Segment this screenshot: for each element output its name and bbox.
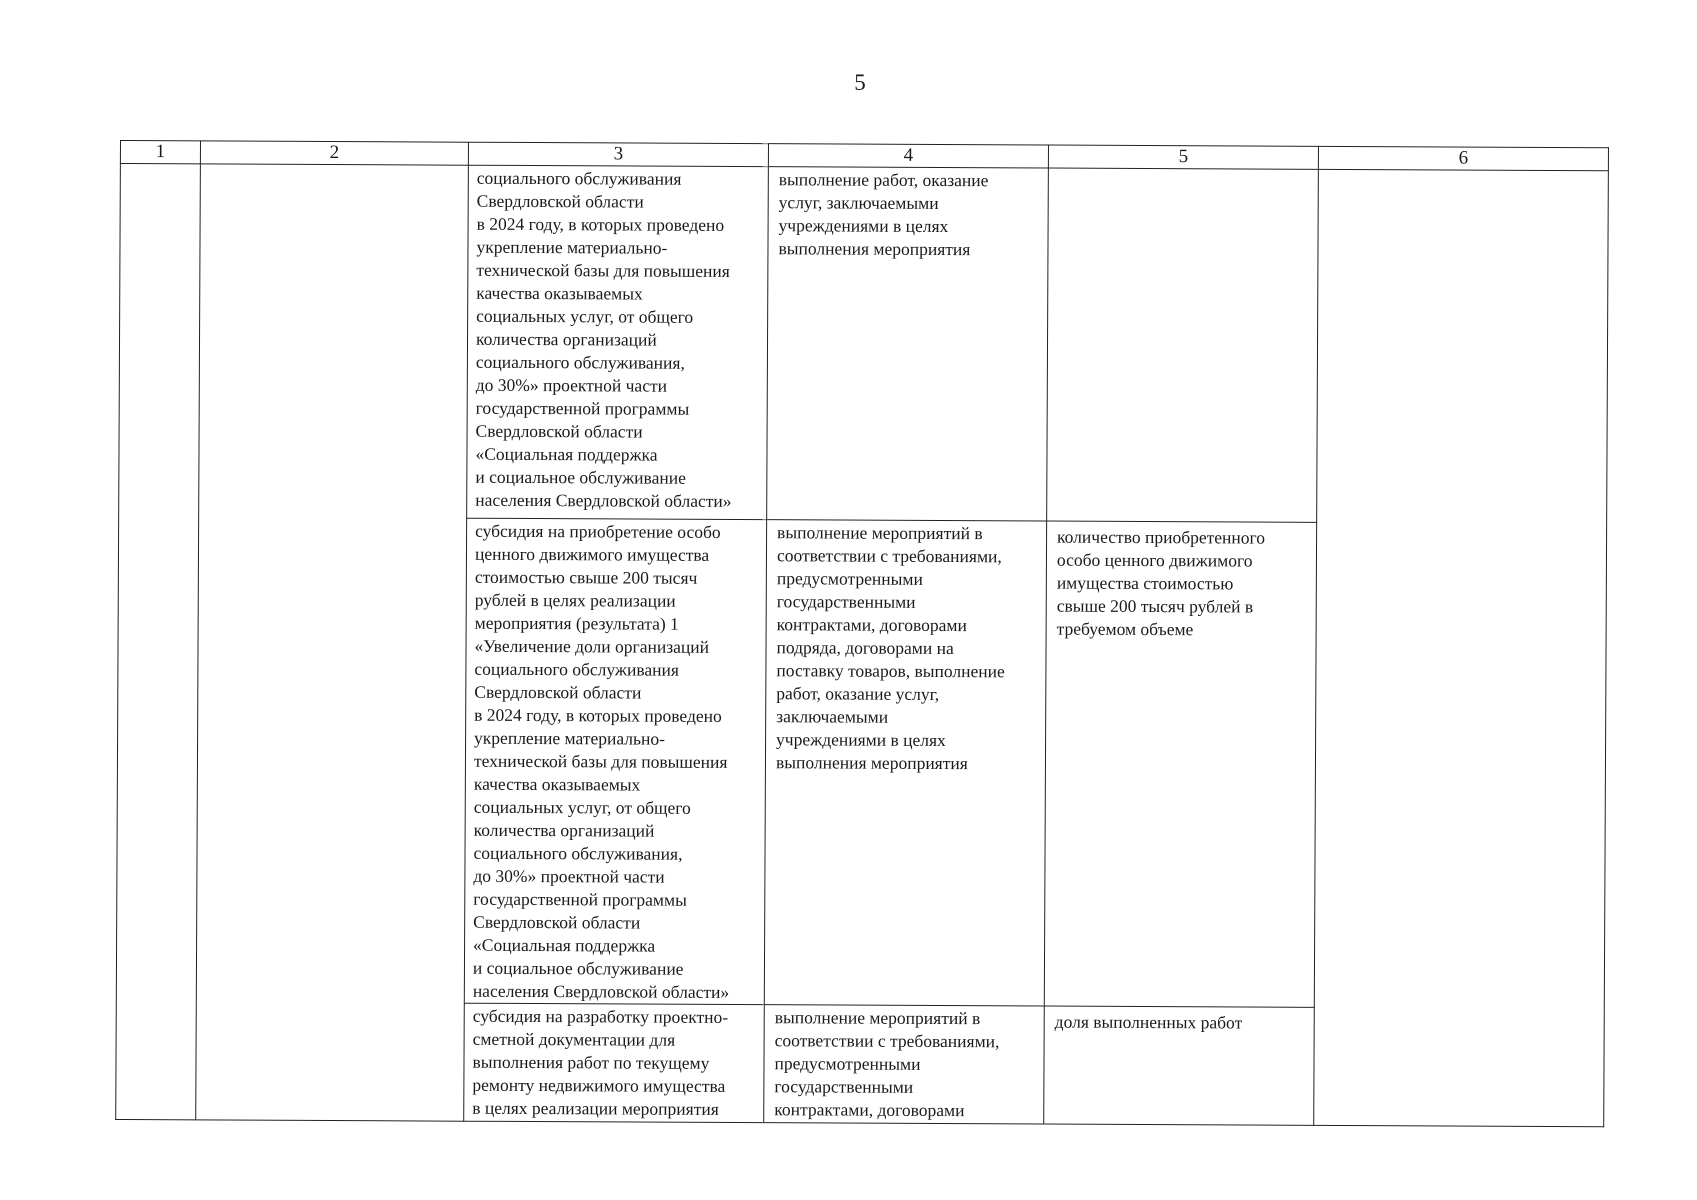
document-table	[115, 140, 1609, 1127]
column-header-1: 1	[120, 141, 200, 164]
column-6-cell	[1314, 169, 1609, 1126]
subsidy-description-cell: субсидия на приобретение особо ценного движимого имущества стоимостью свыше 200 тысяч рублей в целях реализации мероприятия (результата) 1 «Увеличение доли организаций социального обслуживания Свердловской области в 2024 году, в которых проведено укрепление материально- технической базы для повышения качества оказываемых социальных услуг, от общего количества организаций социального обслуживания, до 30%» проектной части государственной программы Свердловской области «Социальная поддержка и социальное обслуживание населения Свердловской области»	[464, 518, 766, 1004]
page-number: 5	[854, 70, 866, 95]
column-1-cell	[116, 164, 201, 1120]
column-header-5: 5	[1048, 145, 1318, 169]
conditions-cell: выполнение мероприятий в соответствии с требованиями, предусмотренными государственными контрактами, договорами	[764, 1005, 1045, 1124]
conditions-cell: выполнение мероприятий в соответствии с требованиями, предусмотренными государственными контрактами, договорами подряда, договорами на поставку товаров, выполнение работ, оказание услуг, заключаемыми учреждениями в целях выполнения мероприятия	[764, 520, 1046, 1006]
result-indicator-cell	[1047, 168, 1319, 522]
column-header-3: 3	[468, 142, 768, 166]
result-indicator-cell: количество приобретенного особо ценного движимого имущества стоимостью свыше 200 тысяч рублей в требуемом объеме	[1044, 521, 1316, 1007]
subsidy-description-cell: субсидия на разработку проектно- сметной документации для выполнения работ по текущему ремонту недвижимого имущества в целях реализации мероприятия	[464, 1003, 765, 1122]
result-indicator-cell: доля выполненных работ	[1044, 1006, 1315, 1125]
table-row	[119, 164, 1609, 524]
column-header-4: 4	[768, 144, 1048, 168]
column-header-2: 2	[200, 141, 468, 165]
column-2-cell	[196, 164, 469, 1121]
subsidy-description-cell: социального обслуживания Свердловской области в 2024 году, в которых проведено укрепление материально- технической базы для повышения качества оказываемых социальных услуг, от общего количества организаций социального обслуживания, до 30%» проектной части государственной программы Свердловской области «Социальная поддержка и социальное обслуживание населения Свердловской области»	[467, 165, 769, 519]
column-header-6: 6	[1318, 146, 1608, 170]
conditions-cell: выполнение работ, оказание услуг, заключаемыми учреждениями в целях выполнения мероприятия	[767, 167, 1049, 521]
